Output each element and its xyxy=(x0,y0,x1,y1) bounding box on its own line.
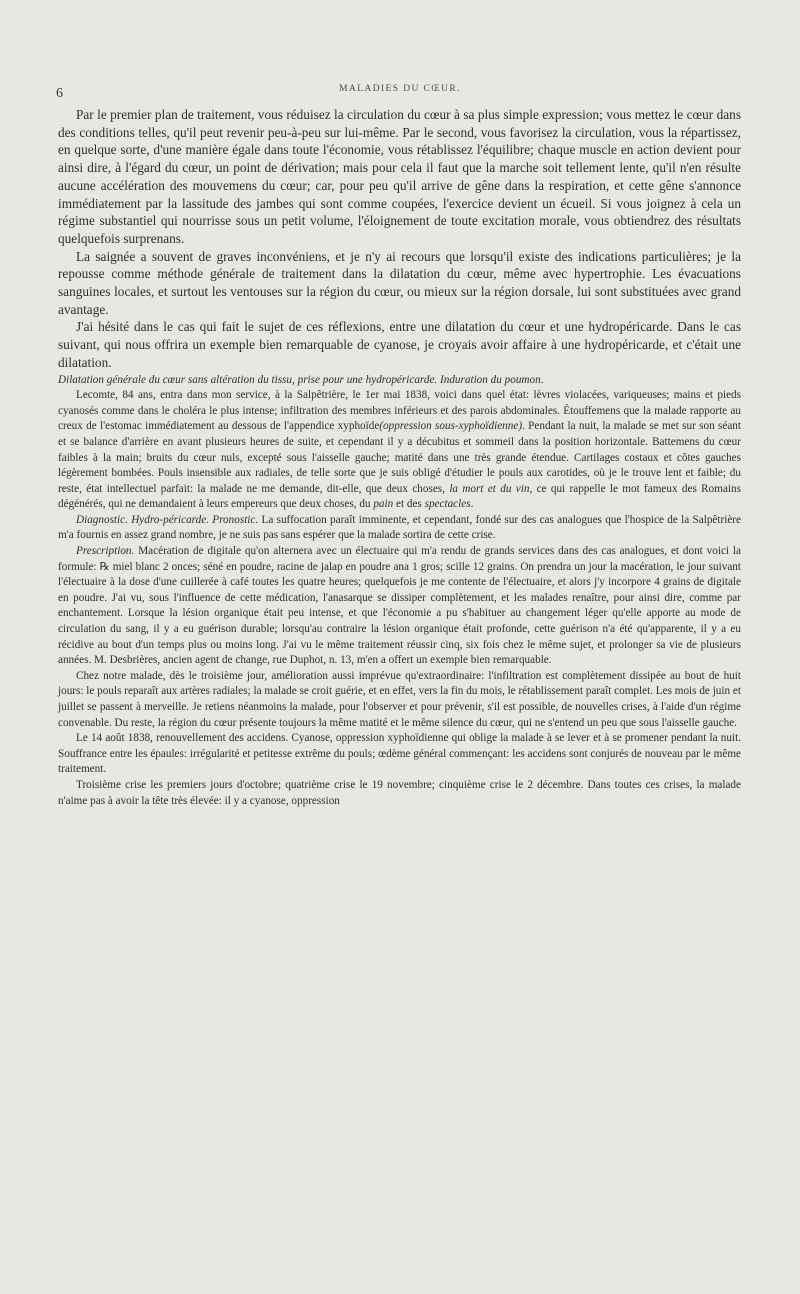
paragraph-treatment-plans: Par le premier plan de traitement, vous réduisez la circulation du cœur à sa plus simple expression; vous mettez le cœur dans des conditions telles, qu'il peut revenir peu-à-peu sur lui-même. Par le second, vous favorisez la circulation, vous la répartissez, en quelque sorte, d'une manière égale dans toute l'économie, vous rétablissez l'équilibre; chaque muscle en action devient pour ainsi dire, à l'égard du cœur, un point de dérivation; mais pour cela il faut que la marche soit tellement lente, qu'il n'en résulte aucune accélération des mouvemens du cœur; car, pour peu qu'il arrive de gêne dans la respiration, et cette gêne s'annonce immédiatement par la lassitude des jambes qui sont comme coupées, l'exercice devient un écueil. Si vous joignez à cela un régime substantiel qui nourrisse sous un petit volume, l'éloignement de toute excitation morale, vous obtiendrez des résultats quelquefois surprenans. xyxy=(58,107,741,246)
case-report xyxy=(58,373,741,810)
case-heading-text: Dilatation générale du cœur sans altération du tissu, prise pour une hydropéricarde. Induration du poumon. xyxy=(58,373,544,386)
quote-death-and-wine: la mort et du vin xyxy=(449,482,530,495)
diagnosis-text: La suffocation paraît imminente, et cependant, fondé sur des cas analogues que l'hospice de la Salpêtrière m'a fournis en assez grand nombre, je ne suis pas sans espérer que la malade sortira de cette crise. xyxy=(58,513,741,542)
quote-spectacles: spectacles xyxy=(424,498,471,511)
page-number: 6 xyxy=(56,86,63,101)
observation-italic: (oppression sous-xyphoïdienne) xyxy=(379,420,523,433)
case-followup-3: Troisième crise les premiers jours d'octobre; quatrième crise le 19 novembre; cinquième crise le 2 décembre. Dans toutes ces crises, la malade n'aime pas à avoir la tête très élevée: il y a cyanose, oppression xyxy=(58,778,741,807)
observation-text-1: Lecomte, 84 ans, entra dans mon service, à la Salpêtrière, le 1er mai 1838, voici dans quel état: lèvres violacées, variqueuses; mains et pieds cyanosés comme dans le choléra le plus intense; infiltration des membres inférieurs et des parois abdominales. Étouffemens que la malade rapporte au creux de l'estomac immédiatement au dessous de l'appendice xyphoïde xyxy=(58,389,741,433)
case-observation xyxy=(58,388,741,513)
diagnosis-label: Diagnostic. Hydro-péricarde. Pronostic. xyxy=(76,513,259,526)
case-followup-1: Chez notre malade, dès le troisième jour, amélioration aussi imprévue qu'extraordinaire: l'infiltration est complètement dissipée au bout de huit jours: le pouls reparaît aux artères radiales; la malade se croit guérie, et en effet, vers la fin du mois, le rétablissement paraît complet. Les mois de juin et juillet se passent à merveille. Je retiens néanmoins la malade, pour l'observer et pour prévenir, s'il est possible, de nouvelles crises, à l'aide d'un régime convenable. Du reste, la région du cœur présente toujours la même matité et le même silence du cœur, qui ne s'entend un peu que sous l'aisselle gauche. xyxy=(58,669,741,729)
observation-text-5: . xyxy=(470,498,474,511)
running-head: MALADIES DU CŒUR. xyxy=(339,84,461,94)
case-prescription xyxy=(58,544,741,669)
observation-text-4: et des xyxy=(396,498,422,511)
observation-text-3: , ce qui rappelle le mot fameux des Romains dégénérés, qui ne demandaient à leurs empereurs que deux choses, du xyxy=(58,482,741,511)
case-diagnosis xyxy=(58,513,741,544)
prescription-text: Macération de digitale qu'on alternera avec un électuaire qui m'a rendu de grands services dans des cas analogues, et dont voici la formule: ℞ miel blanc 2 onces; séné en poudre, racine de jalap en poudre ana 1 gros; scille 12 grains. On prendra un jour la macération, le jour suivant l'électuaire à la dose d'une cuillerée à café toutes les quatre heures; quelquefois je me contente de l'électuaire, et alors j'y incorpore 4 grains de digitale en poudre. J'ai vu, sous l'influence de cette médication, l'anasarque se dissiper complètement, et les malades renaître, pour ainsi dire, comme par enchantement. Lorsque la lésion organique était peu intense, et que l'économie a pu s'habituer au changement léger qu'elle apporte au mode de circulation du sang, il y a eu guérison durable; lorsqu'au contraire la lésion organique était profonde, cette guérison n'a été qu'apparente, il y a eu récidive au bout d'un temps plus ou moins long. J'ai vu le même traitement réussir cinq, six fois chez le même sujet, et prolonger sa vie de plusieurs années. M. Desbrières, ancien agent de change, rue Duphot, n. 13, m'en a offert un exemple bien remarquable. xyxy=(58,545,741,667)
observation-text-2: . Pendant la nuit, la malade se met sur son séant et se balance d'arrière en avant plusieurs heures de suite, et cependant il y a décubitus et sommeil dans la position horizontale. Battemens du cœur faibles à la main; bruits du cœur nuls, excepté sous l'aisselle gauche; matité dans une très grande étendue. Cartilages costaux et côtes gauches légèrement bombées. Pouls insensible aux radiales, de telle sorte que je suis obligé d'étudier le pouls aux carotides, où je le trouve lent et faible; du reste, état intellectuel parfait: la malade ne me demande, dit-elle, que deux choses, xyxy=(58,420,741,495)
case-followup-2: Le 14 août 1838, renouvellement des accidens. Cyanose, oppression xyphoïdienne qui oblige la malade à se lever et à se promener pendant la nuit. Souffrance entre les épaules: irrégularité et petitesse extrême du pouls; œdème général commençant: les accidens sont conjurés de nouveau par le même traitement. xyxy=(58,732,741,776)
prescription-label: Prescription. xyxy=(76,545,135,558)
body-text xyxy=(58,106,741,809)
quote-bread: pain xyxy=(373,498,394,511)
paragraph-hesitation: J'ai hésité dans le cas qui fait le sujet de ces réflexions, entre une dilatation du cœur et une hydropéricarde. Dans le cas suivant, qui nous offrira un exemple bien remarquable de cyanose, je croyais avoir affaire à une hydropéricarde, et c'était une dilatation. xyxy=(58,319,741,370)
paragraph-bloodletting: La saignée a souvent de graves inconvéniens, et je n'y ai recours que lorsqu'il existe des indications particulières; je la repousse comme méthode générale de traitement dans la dilatation du cœur, même avec hypertrophie. Les évacuations sanguines locales, et surtout les ventouses sur la région du cœur, ou mieux sur la région dorsale, lui sont substituées avec grand avantage. xyxy=(58,248,741,317)
case-heading xyxy=(58,373,741,389)
discussion-section xyxy=(58,106,741,372)
